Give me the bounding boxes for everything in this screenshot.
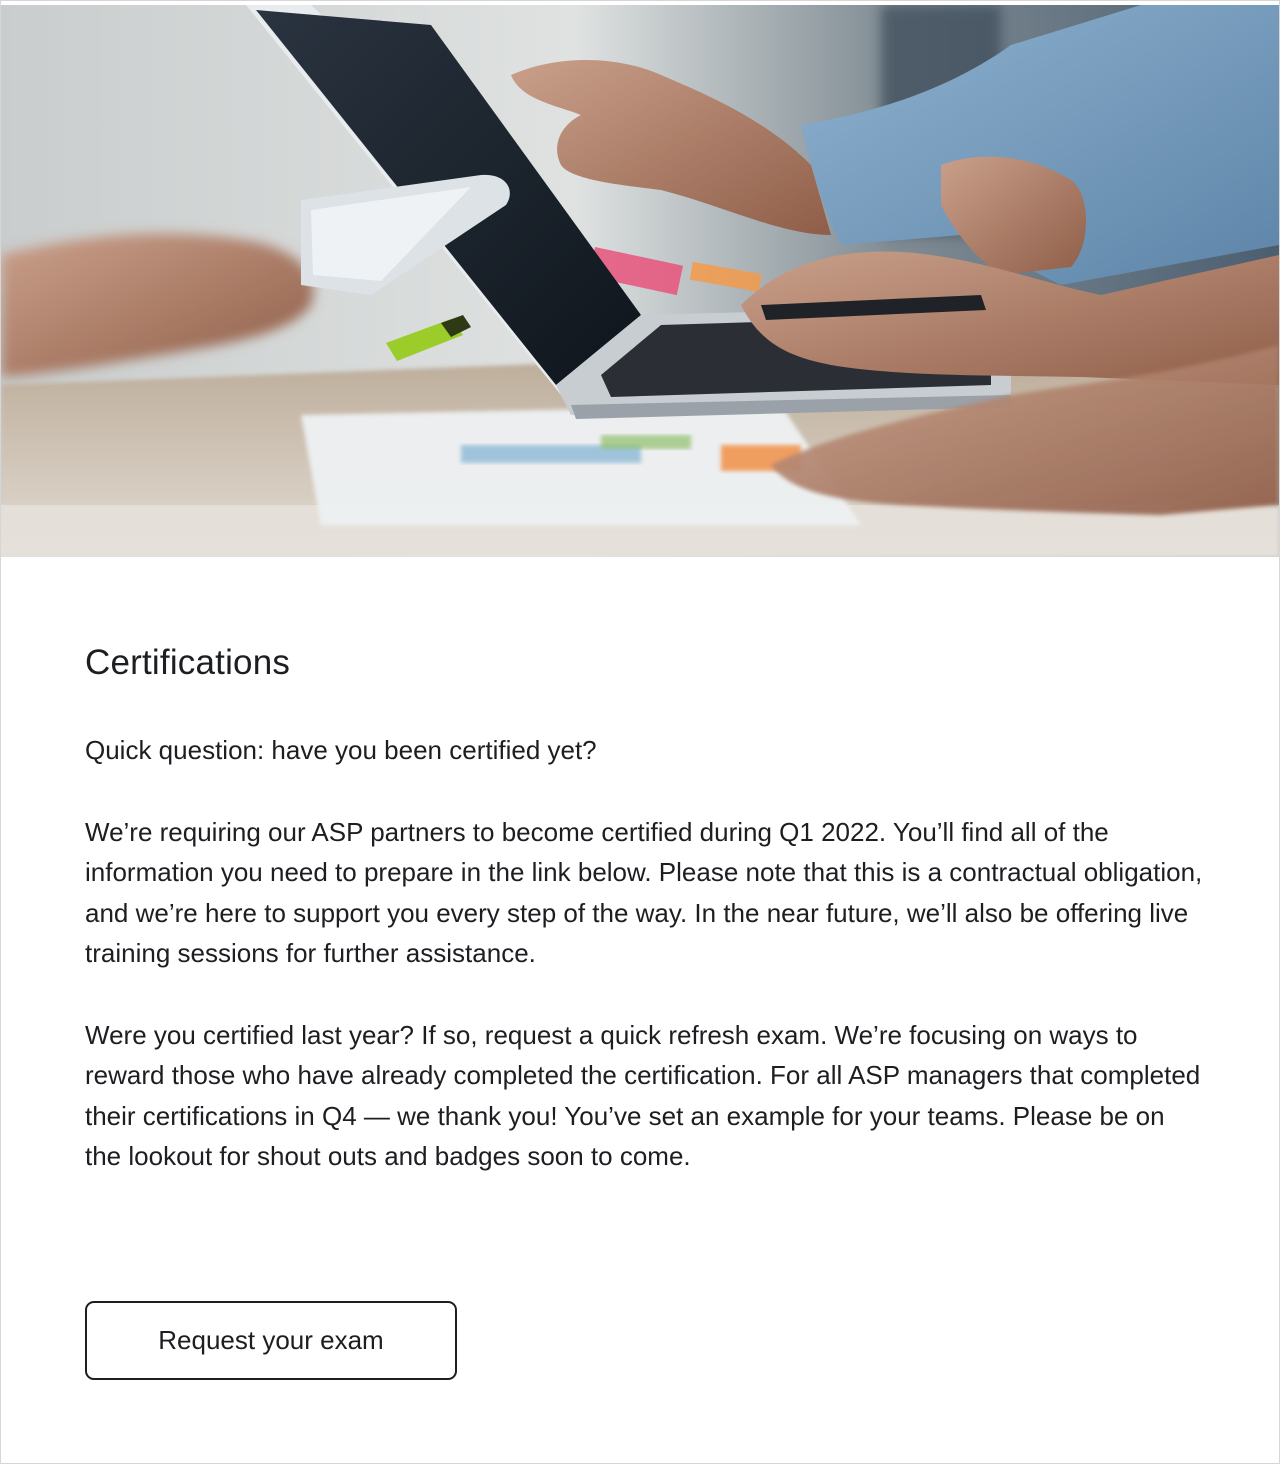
paragraph-requirements: We’re requiring our ASP partners to become certified during Q1 2022. You’ll find all of the information you need to prepare in the link below. Please note that this is a contractual obligation, and we’re here to support you every step of the way. In the near future, we’ll also be offering live training sessions for further assistance. bbox=[85, 816, 1203, 968]
paragraph-refresh-exam: Were you certified last year? If so, request a quick refresh exam. We’re focusing on ways to reward those who have already completed the certification. For all ASP managers that completed their certifications in Q4 — we thank you! You’ve set an example for your teams. Please be on the lookout for shout outs and badges soon to come. bbox=[85, 1019, 1201, 1171]
intro-question: Quick question: have you been certified yet? bbox=[85, 735, 597, 765]
section-title: Certifications bbox=[85, 643, 291, 682]
request-exam-button[interactable]: Request your exam bbox=[85, 1301, 457, 1380]
content-area bbox=[85, 641, 1205, 1177]
hero-image bbox=[1, 5, 1279, 557]
